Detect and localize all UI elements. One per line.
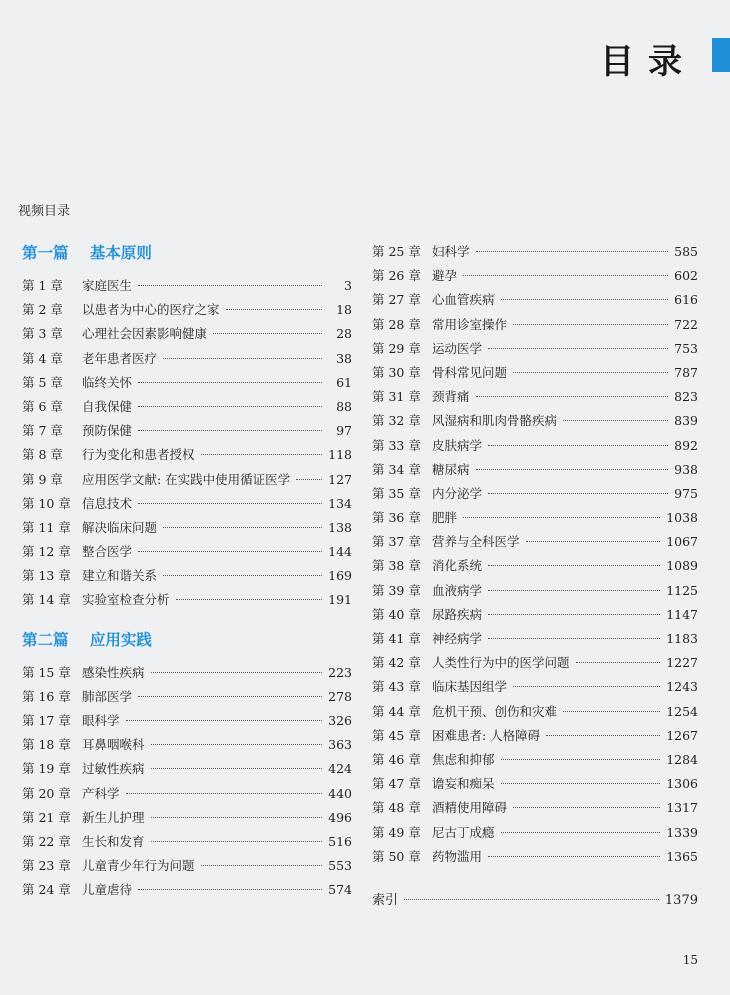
leader-dots bbox=[126, 793, 322, 794]
toc-entry[interactable] bbox=[372, 748, 698, 772]
toc-entry[interactable] bbox=[22, 709, 352, 733]
page-number: 1243 bbox=[666, 679, 698, 695]
leader-dots bbox=[488, 565, 660, 566]
chapter-number: 第 27 章 bbox=[372, 292, 421, 308]
page-number: 1254 bbox=[666, 703, 698, 719]
chapter-title: 儿童虐待 bbox=[82, 882, 133, 898]
chapter-title: 常用诊室操作 bbox=[432, 316, 508, 332]
page-number: 169 bbox=[328, 568, 352, 584]
chapter-title: 信息技术 bbox=[82, 495, 133, 511]
index-label: 索引 bbox=[372, 892, 399, 908]
chapter-title: 内分泌学 bbox=[432, 485, 483, 501]
chapter-number: 第 20 章 bbox=[22, 785, 71, 801]
chapter-number: 第 45 章 bbox=[372, 727, 421, 743]
chapter-title: 皮肤病学 bbox=[432, 437, 483, 453]
chapter-title: 心理社会因素影响健康 bbox=[82, 326, 208, 342]
leader-dots bbox=[138, 430, 322, 431]
chapter-title: 肺部医学 bbox=[82, 688, 133, 704]
chapter-number: 第 8 章 bbox=[22, 447, 63, 463]
page-number: 191 bbox=[328, 592, 352, 608]
leader-dots bbox=[138, 551, 322, 552]
chapter-title: 营养与全科医学 bbox=[432, 534, 520, 550]
page-number: 118 bbox=[328, 447, 352, 463]
chapter-number: 第 34 章 bbox=[372, 461, 421, 477]
toc-entry[interactable] bbox=[372, 821, 698, 845]
leader-dots bbox=[488, 445, 668, 446]
page-number: 574 bbox=[328, 882, 352, 898]
chapter-number: 第 14 章 bbox=[22, 592, 71, 608]
chapter-number: 第 40 章 bbox=[372, 606, 421, 622]
header-accent-bar bbox=[712, 38, 730, 72]
page-number: 223 bbox=[328, 664, 352, 680]
page-number: 753 bbox=[674, 340, 698, 356]
chapter-number: 第 29 章 bbox=[372, 340, 421, 356]
leader-dots bbox=[404, 899, 659, 900]
toc-entry[interactable] bbox=[22, 661, 352, 685]
chapter-number: 第 24 章 bbox=[22, 882, 71, 898]
leader-dots bbox=[151, 672, 322, 673]
page-number: 602 bbox=[674, 268, 698, 284]
toc-entry[interactable] bbox=[372, 313, 698, 337]
part-heading-1 bbox=[22, 240, 352, 266]
toc-entry[interactable] bbox=[22, 419, 352, 443]
leader-dots bbox=[526, 541, 661, 542]
leader-dots bbox=[546, 735, 660, 736]
page-number: 278 bbox=[328, 688, 352, 704]
toc-entry[interactable] bbox=[372, 554, 698, 578]
toc-entry[interactable] bbox=[372, 724, 698, 748]
page-number: 1339 bbox=[666, 824, 698, 840]
toc-entry[interactable] bbox=[372, 700, 698, 724]
chapter-title: 妇科学 bbox=[432, 244, 470, 259]
part-title: 基本原则 bbox=[89, 243, 152, 262]
leader-dots bbox=[201, 865, 322, 866]
chapter-number: 第 5 章 bbox=[22, 374, 63, 390]
leader-dots bbox=[463, 275, 668, 276]
leader-dots bbox=[488, 614, 660, 615]
leader-dots bbox=[488, 590, 660, 591]
chapter-title: 行为变化和患者授权 bbox=[82, 447, 195, 463]
chapter-title: 焦虑和抑郁 bbox=[432, 751, 495, 767]
page-number: 1317 bbox=[666, 800, 698, 816]
page-number: 88 bbox=[336, 398, 352, 414]
leader-dots bbox=[163, 575, 322, 576]
chapter-title: 儿童青少年行为问题 bbox=[82, 858, 195, 874]
chapter-title: 新生儿护理 bbox=[82, 809, 145, 825]
toc-entry[interactable] bbox=[372, 651, 698, 675]
chapter-title: 危机干预、创伤和灾难 bbox=[432, 703, 558, 719]
leader-dots bbox=[501, 832, 661, 833]
chapter-title: 骨科常见问题 bbox=[432, 364, 508, 380]
leader-dots bbox=[163, 527, 322, 528]
toc-entry[interactable] bbox=[372, 361, 698, 385]
chapter-number: 第 44 章 bbox=[372, 703, 421, 719]
toc-entry[interactable] bbox=[22, 492, 352, 516]
page-number: 138 bbox=[328, 519, 352, 535]
leader-dots bbox=[296, 479, 322, 480]
chapter-number: 第 25 章 bbox=[372, 244, 421, 259]
chapter-title: 困难患者: 人格障碍 bbox=[432, 727, 541, 743]
chapter-number: 第 19 章 bbox=[22, 761, 71, 777]
chapter-title: 药物滥用 bbox=[432, 848, 483, 864]
part-heading-2 bbox=[22, 627, 352, 653]
chapter-title: 老年患者医疗 bbox=[82, 350, 158, 366]
chapter-number: 第 12 章 bbox=[22, 544, 71, 560]
chapter-title: 应用医学文献: 在实践中使用循证医学 bbox=[82, 471, 291, 487]
toc-entry[interactable] bbox=[372, 772, 698, 796]
page-number: 1038 bbox=[666, 510, 698, 526]
chapter-number: 第 4 章 bbox=[22, 350, 63, 366]
leader-dots bbox=[501, 759, 661, 760]
left-column bbox=[22, 240, 352, 903]
page-number: 61 bbox=[336, 374, 352, 390]
chapter-title: 颈背痛 bbox=[432, 389, 470, 405]
chapter-number: 第 50 章 bbox=[372, 848, 421, 864]
toc-entry[interactable] bbox=[372, 530, 698, 554]
chapter-number: 第 47 章 bbox=[372, 776, 421, 792]
toc-entry[interactable] bbox=[22, 516, 352, 540]
leader-dots bbox=[151, 841, 322, 842]
chapter-title: 产科学 bbox=[82, 785, 120, 801]
page-number: 787 bbox=[674, 364, 698, 380]
chapter-title: 预防保健 bbox=[82, 423, 133, 439]
leader-dots bbox=[201, 454, 322, 455]
page-number: 975 bbox=[674, 485, 698, 501]
chapter-number: 第 15 章 bbox=[22, 664, 71, 680]
chapter-title: 尿路疾病 bbox=[432, 606, 483, 622]
page-number: 1227 bbox=[666, 655, 698, 671]
page-number: 553 bbox=[328, 858, 352, 874]
page-number: 1306 bbox=[666, 776, 698, 792]
chapter-number: 第 21 章 bbox=[22, 809, 71, 825]
page-number: 97 bbox=[336, 423, 352, 439]
chapter-title: 糖尿病 bbox=[432, 461, 470, 477]
toc-entry[interactable] bbox=[22, 468, 352, 492]
chapter-title: 血液病学 bbox=[432, 582, 483, 598]
chapter-number: 第 22 章 bbox=[22, 833, 71, 849]
chapter-title: 消化系统 bbox=[432, 558, 483, 574]
page-number: 1365 bbox=[666, 848, 698, 864]
chapter-number: 第 26 章 bbox=[372, 268, 421, 284]
leader-dots bbox=[151, 817, 322, 818]
toc-entry[interactable] bbox=[372, 579, 698, 603]
chapter-title: 临床基因组学 bbox=[432, 679, 508, 695]
toc-entry[interactable] bbox=[22, 733, 352, 757]
page-number: 496 bbox=[328, 809, 352, 825]
chapter-title: 临终关怀 bbox=[82, 374, 133, 390]
leader-dots bbox=[138, 285, 322, 286]
chapter-number: 第 35 章 bbox=[372, 485, 421, 501]
right-column bbox=[372, 240, 698, 908]
part-number: 第二篇 bbox=[22, 629, 69, 649]
toc-entry[interactable] bbox=[22, 540, 352, 564]
chapter-number: 第 2 章 bbox=[22, 302, 63, 318]
chapter-number: 第 7 章 bbox=[22, 423, 63, 439]
chapter-title: 心血管疾病 bbox=[432, 292, 495, 308]
page-number: 938 bbox=[674, 461, 698, 477]
toc-entry[interactable] bbox=[22, 322, 352, 346]
chapter-number: 第 3 章 bbox=[22, 326, 63, 342]
toc-entry[interactable] bbox=[22, 782, 352, 806]
toc-entry[interactable] bbox=[372, 627, 698, 651]
page-number: 892 bbox=[674, 437, 698, 453]
part-title: 应用实践 bbox=[89, 629, 152, 649]
chapter-number: 第 13 章 bbox=[22, 568, 71, 584]
page-number: 1183 bbox=[666, 631, 698, 646]
chapter-title: 耳鼻咽喉科 bbox=[82, 737, 145, 753]
video-toc-label[interactable]: 视频目录 bbox=[18, 204, 71, 219]
page-header-title: 目录 bbox=[600, 42, 696, 82]
chapter-title: 解决临床问题 bbox=[82, 519, 158, 535]
leader-dots bbox=[513, 686, 660, 687]
page-number: 144 bbox=[328, 544, 352, 560]
chapter-number: 第 49 章 bbox=[372, 824, 421, 840]
page-number: 28 bbox=[336, 326, 352, 342]
page-number: 1267 bbox=[666, 727, 698, 743]
chapter-title: 眼科学 bbox=[82, 713, 120, 728]
toc-entry[interactable] bbox=[372, 603, 698, 627]
page-number: 15 bbox=[682, 953, 698, 967]
leader-dots bbox=[488, 856, 660, 857]
leader-dots bbox=[126, 720, 322, 721]
leader-dots bbox=[476, 251, 668, 252]
chapter-number: 第 46 章 bbox=[372, 751, 421, 767]
leader-dots bbox=[501, 783, 661, 784]
chapter-number: 第 43 章 bbox=[372, 679, 421, 695]
chapter-title: 避孕 bbox=[432, 268, 458, 284]
leader-dots bbox=[501, 299, 668, 300]
page-number: 823 bbox=[674, 389, 698, 405]
leader-dots bbox=[476, 469, 668, 470]
chapter-number: 第 18 章 bbox=[22, 737, 71, 753]
chapter-title: 生长和发育 bbox=[82, 833, 145, 849]
toc-entry[interactable] bbox=[372, 506, 698, 530]
leader-dots bbox=[138, 503, 322, 504]
chapter-title: 整合医学 bbox=[82, 544, 133, 560]
chapter-title: 肥胖 bbox=[432, 510, 458, 526]
chapter-number: 第 42 章 bbox=[372, 655, 421, 671]
chapter-number: 第 36 章 bbox=[372, 510, 421, 526]
page-number: 516 bbox=[328, 833, 352, 849]
toc-entry[interactable] bbox=[372, 240, 698, 264]
page-number: 134 bbox=[328, 495, 352, 511]
leader-dots bbox=[563, 711, 660, 712]
chapter-title: 以患者为中心的医疗之家 bbox=[82, 302, 220, 318]
leader-dots bbox=[176, 599, 322, 600]
chapter-number: 第 1 章 bbox=[22, 278, 63, 293]
toc-entry[interactable] bbox=[372, 264, 698, 288]
leader-dots bbox=[151, 768, 322, 769]
chapter-title: 实验室检查分析 bbox=[82, 592, 170, 608]
toc-entry[interactable] bbox=[372, 458, 698, 482]
page-number: 1125 bbox=[666, 582, 698, 598]
page-number: 1284 bbox=[666, 751, 698, 767]
toc-entry[interactable] bbox=[22, 757, 352, 781]
page-number: 127 bbox=[328, 471, 352, 487]
part-number: 第一篇 bbox=[22, 243, 69, 262]
page-number: 839 bbox=[674, 413, 698, 429]
leader-dots bbox=[513, 807, 660, 808]
chapter-title: 风湿病和肌肉骨骼疾病 bbox=[432, 413, 558, 429]
page-number: 722 bbox=[674, 316, 698, 332]
toc-entry[interactable] bbox=[22, 806, 352, 830]
chapter-number: 第 39 章 bbox=[372, 582, 421, 598]
chapter-number: 第 30 章 bbox=[372, 364, 421, 380]
chapter-number: 第 48 章 bbox=[372, 800, 421, 816]
chapter-number: 第 33 章 bbox=[372, 437, 421, 453]
chapter-title: 过敏性疾病 bbox=[82, 761, 145, 777]
page-number: 440 bbox=[328, 785, 352, 801]
page-number: 38 bbox=[336, 350, 352, 366]
chapter-title: 酒精使用障碍 bbox=[432, 800, 508, 816]
page-number: 363 bbox=[328, 737, 352, 753]
toc-entry[interactable] bbox=[22, 395, 352, 419]
leader-dots bbox=[576, 662, 661, 663]
leader-dots bbox=[488, 348, 668, 349]
chapter-title: 谵妄和痴呆 bbox=[432, 776, 495, 792]
toc-entry[interactable] bbox=[22, 564, 352, 588]
chapter-number: 第 28 章 bbox=[372, 316, 421, 332]
leader-dots bbox=[488, 638, 660, 639]
chapter-number: 第 9 章 bbox=[22, 471, 63, 487]
leader-dots bbox=[138, 696, 322, 697]
chapter-number: 第 17 章 bbox=[22, 713, 71, 728]
chapter-number: 第 16 章 bbox=[22, 688, 71, 704]
chapter-title: 神经病学 bbox=[432, 631, 483, 646]
toc-entry[interactable] bbox=[372, 337, 698, 361]
page-number: 616 bbox=[674, 292, 698, 308]
leader-dots bbox=[563, 420, 668, 421]
chapter-number: 第 6 章 bbox=[22, 398, 63, 414]
toc-entry[interactable] bbox=[372, 796, 698, 820]
toc-entry[interactable] bbox=[372, 409, 698, 433]
chapter-number: 第 37 章 bbox=[372, 534, 421, 550]
toc-entry[interactable] bbox=[22, 274, 352, 298]
leader-dots bbox=[138, 889, 322, 890]
leader-dots bbox=[213, 333, 322, 334]
chapter-title: 家庭医生 bbox=[82, 278, 133, 293]
page-number: 3 bbox=[344, 278, 352, 293]
page-number: 18 bbox=[336, 302, 352, 318]
chapter-title: 运动医学 bbox=[432, 340, 483, 356]
toc-entry[interactable] bbox=[22, 443, 352, 467]
page-number: 1089 bbox=[666, 558, 698, 574]
chapter-number: 第 10 章 bbox=[22, 495, 71, 511]
chapter-number: 第 11 章 bbox=[22, 519, 71, 535]
toc-entry[interactable] bbox=[22, 878, 352, 902]
chapter-title: 自我保健 bbox=[82, 398, 133, 414]
leader-dots bbox=[138, 406, 322, 407]
page-number: 585 bbox=[674, 244, 698, 259]
toc-entry[interactable] bbox=[372, 385, 698, 409]
toc-entry[interactable] bbox=[372, 675, 698, 699]
chapter-number: 第 32 章 bbox=[372, 413, 421, 429]
toc-entry[interactable] bbox=[372, 845, 698, 869]
toc-entry[interactable] bbox=[22, 298, 352, 322]
leader-dots bbox=[138, 382, 322, 383]
toc-entry[interactable] bbox=[22, 685, 352, 709]
leader-dots bbox=[163, 358, 322, 359]
leader-dots bbox=[488, 493, 668, 494]
chapter-number: 第 41 章 bbox=[372, 631, 421, 646]
leader-dots bbox=[513, 372, 668, 373]
toc-entry[interactable] bbox=[22, 830, 352, 854]
chapter-title: 感染性疾病 bbox=[82, 664, 145, 680]
toc-entry[interactable] bbox=[22, 371, 352, 395]
page-number: 1067 bbox=[666, 534, 698, 550]
leader-dots bbox=[151, 744, 322, 745]
chapter-title: 建立和谐关系 bbox=[82, 568, 158, 584]
leader-dots bbox=[513, 324, 668, 325]
toc-entry[interactable] bbox=[372, 434, 698, 458]
index-page: 1379 bbox=[664, 892, 698, 908]
leader-dots bbox=[463, 517, 660, 518]
page-number: 326 bbox=[328, 713, 352, 728]
chapter-title: 尼古丁成瘾 bbox=[432, 824, 495, 840]
index-entry[interactable] bbox=[372, 889, 698, 908]
leader-dots bbox=[226, 309, 322, 310]
page-number: 424 bbox=[328, 761, 352, 777]
chapter-number: 第 23 章 bbox=[22, 858, 71, 874]
chapter-number: 第 31 章 bbox=[372, 389, 421, 405]
leader-dots bbox=[476, 396, 668, 397]
chapter-number: 第 38 章 bbox=[372, 558, 421, 574]
toc-entry[interactable] bbox=[22, 588, 352, 612]
page-number: 1147 bbox=[666, 606, 698, 622]
toc-entry[interactable] bbox=[22, 347, 352, 371]
chapter-title: 人类性行为中的医学问题 bbox=[432, 655, 570, 671]
toc-entry[interactable] bbox=[372, 482, 698, 506]
toc-entry[interactable] bbox=[22, 854, 352, 878]
toc-entry[interactable] bbox=[372, 288, 698, 312]
